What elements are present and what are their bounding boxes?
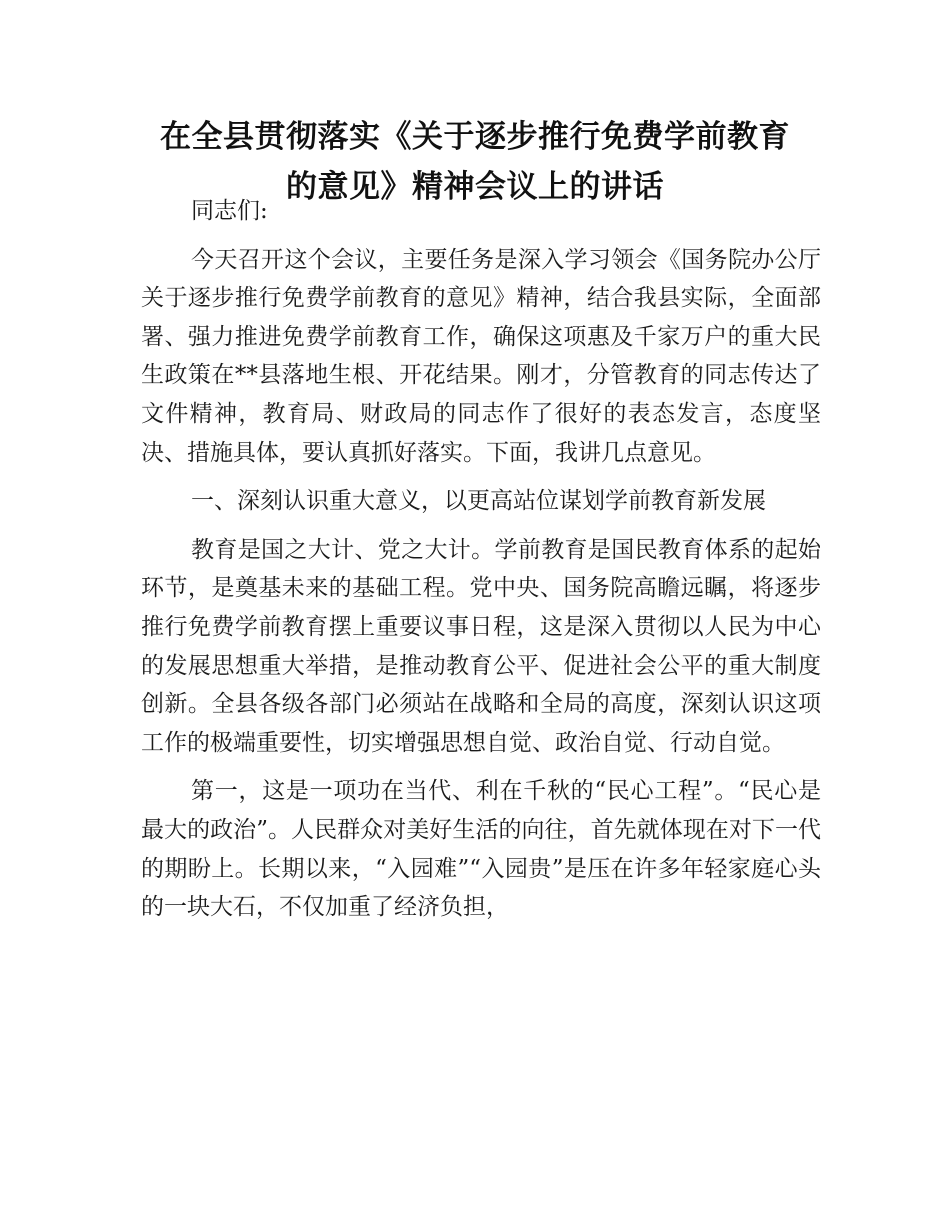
- paragraph-first-point: 第一，这是一项功在当代、利在千秋的“民心工程”。“民心是最大的政治”。人民群众对美好生活的向往，首先就体现在对下一代的期盼上。长期以来，“入园难”“入园贵”是压在许多年轻家庭心头的一块大石，不仅加重了经济负担，: [141, 778, 821, 921]
- document-body: [141, 192, 821, 937]
- paragraph-significance: 教育是国之大计、党之大计。学前教育是国民教育体系的起始环节，是奠基未来的基础工程。党中央、国务院高瞻远瞩，将逐步推行免费学前教育摆上重要议事日程，这是深入贯彻以人民为中心的发展思想重大举措，是推动教育公平、促进社会公平的重大制度创新。全县各级各部门必须站在战略和全局的高度，深刻认识这项工作的极端重要性，切实增强思想自觉、政治自觉、行动自觉。: [141, 536, 821, 756]
- title-line-1: 在全县贯彻落实《关于逐步推行免费学前教育: [160, 119, 790, 155]
- salutation: 同志们:: [191, 198, 268, 224]
- paragraph-intro: 今天召开这个会议，主要任务是深入学习领会《国务院办公厅关于逐步推行免费学前教育的意见》精神，结合我县实际，全面部署、强力推进免费学前教育工作，确保这项惠及千家万户的重大民生政策在**县落地生根、开花结果。刚才，分管教育的同志传达了文件精神，教育局、财政局的同志作了很好的表态发言，态度坚决、措施具体，要认真抓好落实。下面，我讲几点意见。: [141, 246, 821, 466]
- section-heading-1: 一、深刻认识重大意义，以更高站位谋划学前教育新发展: [191, 488, 766, 515]
- title-line-2: 的意见》精神会议上的讲话: [286, 169, 664, 205]
